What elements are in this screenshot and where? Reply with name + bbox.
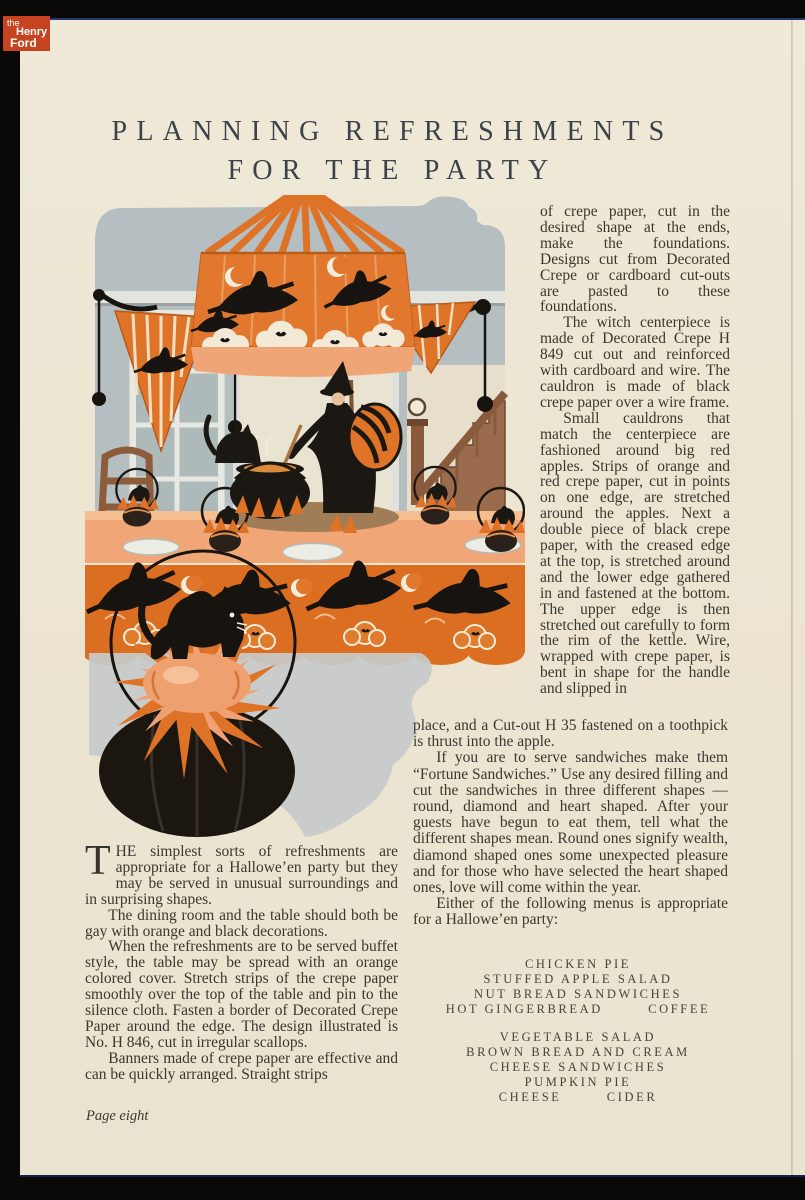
menu-line: CHEESE CIDER	[498, 1090, 658, 1104]
menu-line: PUMPKIN PIE	[524, 1075, 632, 1089]
henry-ford-logo	[3, 16, 50, 51]
right-column-narrow	[540, 204, 730, 697]
party-table	[85, 502, 525, 565]
booklet-page	[20, 18, 805, 1177]
paragraph-text: HE simplest sorts of refreshments are appropriate for a Hallowe’en party but they may be served in unusual surroundings and in surprising shapes.	[85, 843, 398, 908]
drop-cap: T	[85, 838, 111, 884]
menu-line: NUT BREAD SANDWICHES	[473, 987, 683, 1001]
menu-line: HOT GINGERBREAD COFFEE	[445, 1002, 711, 1016]
logo-henry: Henry	[16, 26, 48, 38]
title-line-1: PLANNING REFRESHMENTS	[111, 116, 674, 147]
page-title	[20, 112, 765, 190]
paragraph: When the refreshments are to be served buffet style, the table may be spread with an orange colored cover. Stretch strips of the crepe paper smoothly over the top of the table and pin to the silence cloth. Fasten a border of Decorated Crepe Paper around the edge. The design illustrated is No. H 846, cut in irregular scallops.	[85, 938, 398, 1051]
menu-2	[413, 1030, 743, 1105]
paragraph	[85, 838, 398, 908]
page-crease	[791, 20, 793, 1175]
title-line-2: FOR THE PARTY	[227, 155, 558, 186]
menu-line: CHEESE SANDWICHES	[489, 1060, 667, 1074]
staircase	[407, 365, 505, 533]
left-column	[85, 838, 398, 1083]
right-column-wide	[413, 718, 728, 929]
paragraph: place, and a Cut-out H 35 fastened on a toothpick is thrust into the apple.	[413, 717, 728, 751]
paragraph: Small cauldrons that match the centerpiece are fashioned around big red apples. Strips of orange and red crepe paper, cut in points on one edge, are stretched around the apples. Next a double piece of black crepe paper, with the creased edge at the top, is stretched around and the lower edge gathered in and fastened at the bottom. The upper edge is then stretched out carefully to form the rim of the kettle. Wire, wrapped with crepe paper, is bent in shape for the handle and slipped in	[540, 409, 730, 698]
paragraph: of crepe paper, cut in the desired shape at the ends, make the foundations. Designs cut from Decorated Crepe or cardboard cut-outs are pasted to these foundations.	[540, 203, 730, 316]
paragraph: Either of the following menus is appropriate for a Hallowe’en party:	[413, 895, 728, 929]
party-menus	[413, 957, 743, 1118]
menu-line: CHICKEN PIE	[524, 957, 632, 971]
paragraph: Banners made of crepe paper are effective and can be quickly arranged. Straight strips	[85, 1049, 398, 1083]
menu-1	[413, 957, 743, 1017]
menu-line: VEGETABLE SALAD	[499, 1030, 657, 1044]
paragraph: The dining room and the table should both be gay with orange and black decorations.	[85, 906, 398, 940]
menu-line: STUFFED APPLE SALAD	[483, 972, 673, 986]
menu-line: BROWN BREAD AND CREAM	[466, 1045, 690, 1059]
page-number: Page eight	[86, 1108, 149, 1124]
paragraph: The witch centerpiece is made of Decorated Crepe H 849 cut out and reinforced with cardboard and wire. The cauldron is made of black crepe paper over a wire frame.	[540, 314, 730, 411]
paragraph: If you are to serve sandwiches make them “Fortune Sandwiches.” Use any desired filling and cut the sandwiches in three different shapes — round, diamond and heart shaped. After your guests have begun to eat them, tell what the different shapes mean. Round ones signify wealth, diamond shaped ones some unexpected pleasure and for those who have selected the heart shaped ones, love will come within the year.	[413, 749, 728, 897]
logo-the: the	[7, 18, 20, 28]
logo-ford: Ford	[10, 36, 37, 50]
